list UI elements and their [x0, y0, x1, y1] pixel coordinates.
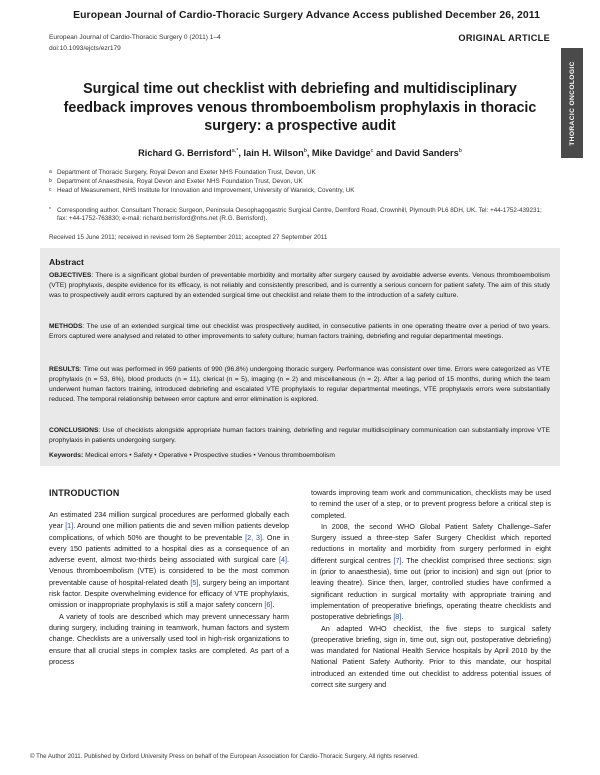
- keywords-label: Keywords:: [49, 452, 84, 459]
- keywords: [49, 452, 335, 459]
- text-column-right: [311, 487, 551, 690]
- abstract-objectives-text: : There is a significant global burden of preventable morbidity and mortality after surgery caused by avoidable adverse events. Venous thromboembolism (VTE) prophylaxis, despite evidence for its efficacy, is not reliably and consistently prescribed, and is currently a serious concern for patient safety. The aim of this study was to prospectively audit errors captured by an extended surgical time out checklist and relate them to the introduction of a safety culture.: [49, 272, 550, 300]
- affiliation-mark: c: [49, 187, 52, 193]
- abstract-results: [49, 365, 550, 405]
- author-affiliation-mark: a,*: [231, 148, 239, 154]
- reference-link[interactable]: [8]: [393, 612, 402, 622]
- keywords-text: Medical errors • Safety • Operative • Prospective studies • Venous thromboembolism: [85, 452, 335, 459]
- affiliation-mark: b: [49, 178, 52, 184]
- reference-link[interactable]: [2, 3]: [245, 532, 263, 542]
- text-run: An estimated 234 million surgical procedures are performed globally each year: [49, 510, 289, 531]
- received-dates: Received 15 June 2011; received in revised form 26 September 2011; accepted 27 September 2011: [49, 234, 328, 241]
- reference-link[interactable]: [7]: [393, 555, 402, 565]
- affiliation: [49, 178, 549, 186]
- article-type-label: ORIGINAL ARTICLE: [458, 33, 550, 43]
- copyright-footer: © The Author 2011. Published by Oxford University Press on behalf of the European Association for Cardio-Thoracic Surgery. All rights reserved.: [30, 753, 419, 760]
- paragraph: [311, 521, 551, 623]
- abstract-box: [40, 248, 560, 466]
- paragraph: [49, 509, 289, 611]
- text-column-left: [49, 509, 289, 667]
- author-separator: and: [373, 148, 395, 159]
- author-name[interactable]: Mike Davidge: [311, 148, 371, 159]
- reference-link[interactable]: [1]: [65, 521, 74, 531]
- author-affiliation-mark: b: [458, 148, 462, 154]
- abstract-objectives-label: OBJECTIVES: [49, 272, 92, 279]
- abstract-conclusions-label: CONCLUSIONS: [49, 427, 99, 434]
- corresponding-text: Corresponding author. Consultant Thoracic Surgeon, Peninsula Oesophagogastric Surgical Centre, Derriford Road, Crownhill, Plymouth PL6 8DH, UK. Tel: +44-1752-439231; fax: +44-1752-763830; e-mail: richard.berrisford@nhs.net (R.G. Berrisford).: [57, 207, 542, 223]
- reference-link[interactable]: [5]: [190, 577, 199, 587]
- author-affiliation-mark: b: [303, 148, 307, 154]
- author-name[interactable]: Iain H. Wilson: [243, 148, 304, 159]
- doi[interactable]: doi:10.1093/ejcts/ezr179: [49, 45, 121, 52]
- affiliation-text: Head of Measurement, NHS Institute for Innovation and Improvement, University of Warwick, Coventry, UK: [57, 187, 355, 194]
- affiliation-text: Department of Anaesthesia, Royal Devon and Exeter NHS Foundation Trust, Devon, UK: [57, 178, 303, 185]
- reference-link[interactable]: [4]: [279, 555, 287, 565]
- introduction-heading: INTRODUCTION: [49, 488, 120, 498]
- abstract-heading: Abstract: [49, 257, 84, 267]
- reference-link[interactable]: [6]: [264, 600, 273, 610]
- text-run: In 2008, the second WHO Global Patient Safety Challenge–Safer Surgery issued a three-step Safer Surgery Checklist which reported reductions in mortality and morbidity from surgery performed in eight different surgical centres: [311, 521, 551, 565]
- abstract-conclusions-text: : Use of checklists alongside appropriate human factors training, debriefing and regular multidisciplinary communication can substantially improve VTE prophylaxis in patients undergoing surgery.: [49, 427, 550, 445]
- affiliation-text: Department of Thoracic Surgery, Royal Devon and Exeter NHS Foundation Trust, Devon, UK: [57, 169, 316, 176]
- text-run: . The checklist comprised three sections: sign in (prior to anaesthesia), time out (prior to incision) and sign out (prior to leaving theatre). Since then, larger, controlled studies have confirmed a significant reduction in surgical mortality with appropriate training and implementation of preoperative briefings, operating theatre checklists and postoperative debriefings: [311, 555, 551, 622]
- abstract-results-label: RESULTS: [49, 366, 80, 373]
- author-separator: ,: [238, 148, 244, 159]
- abstract-methods-label: METHODS: [49, 323, 83, 330]
- abstract-methods-text: : The use of an extended surgical time out checklist was prospectively audited, in consecutive patients in one operating theatre over a period of two years. Errors captured were analysed and related to other improvements to safety culture; human factors training, debriefing and regular departmental meetings.: [49, 323, 550, 341]
- author-name[interactable]: Richard G. Berrisford: [138, 148, 232, 159]
- author-list: [60, 148, 540, 158]
- abstract-objectives: [49, 271, 550, 301]
- section-side-tab-label: THORACIC ONCOLOGIC: [568, 60, 576, 146]
- author-name[interactable]: David Sanders: [394, 148, 459, 159]
- abstract-methods: [49, 322, 550, 342]
- text-run: . Around one million patients die and seven million patients develop complications, of which 50% are thought to be preventable: [49, 521, 289, 542]
- corresponding-author: [49, 207, 549, 224]
- affiliation-mark: a: [49, 169, 52, 175]
- affiliation: [49, 187, 549, 195]
- text-run: .: [272, 600, 275, 610]
- abstract-conclusions: [49, 426, 550, 446]
- paragraph: An adapted WHO checklist, the five steps to surgical safety (preoperative briefing, sign in, time out, sign out, postoperative debriefing) was mandated for National Health Service hospitals by April 2010 by the National Patient Safety Authority. Prior to this mandate, our hospital introduced an extended time out checklist to address potential issues of correct site surgery and: [311, 623, 551, 690]
- journal-citation: European Journal of Cardio-Thoracic Surgery 0 (2011) 1–4: [49, 34, 221, 41]
- corresponding-mark: *: [49, 207, 51, 213]
- advance-access-banner: European Journal of Cardio-Thoracic Surgery Advance Access published December 26, 2011: [73, 10, 540, 21]
- text-run: .: [401, 612, 404, 622]
- text-run: . One in every 150 patients admitted to a hospital dies as a consequence of an adverse event, almost two-thirds being associated with surgical care: [49, 532, 289, 565]
- article-title: Surgical time out checklist with debriefing and multidisciplinary feedback improves venous thromboembolism prophylaxis in thoracic surgery: a prospective audit: [63, 81, 537, 135]
- affiliation: [49, 169, 549, 177]
- author-affiliation-mark: c: [370, 148, 374, 154]
- abstract-results-text: : Time out was performed in 959 patients of 990 (96.8%) undergoing thoracic surgery. Performance was consistent over time. Errors were categorized as VTE prophylaxis (n = 53, 6%), blood products (n = 11), clerical (n = 5), imaging (n = 2) and miscellaneous (n = 2). After a lag period of 15 months, during which the team underwent human factors training, introduced debriefing and escalated VTE prophylaxis to regular departmental meetings, VTE prophylaxis errors were substantially reduced. The temporal relationship between error capture and error elimination is explored.: [49, 366, 550, 404]
- paragraph: A variety of tools are described which may prevent unnecessary harm during surgery, including training in teamwork, human factors and system change. Checklists are a universally used tool in high-risk organizations to ensure that all crucial steps in complex tasks are completed. As part of a process: [49, 611, 289, 666]
- author-separator: ,: [306, 148, 312, 159]
- text-run: , surgery being an important risk factor. Despite overwhelming evidence for efficacy of VTE prophylaxis, omission or inappropriate prophylaxis is still a major safety concern: [49, 577, 289, 610]
- paragraph: towards improving team work and communication, checklists may be used to remind the user of a step, or to prevent progress before a critical step is completed.: [311, 488, 551, 520]
- text-run: . Venous thromboembolism (VTE) is considered to be the most common preventable cause of hospital-related death: [49, 555, 289, 587]
- section-side-tab: [561, 48, 583, 158]
